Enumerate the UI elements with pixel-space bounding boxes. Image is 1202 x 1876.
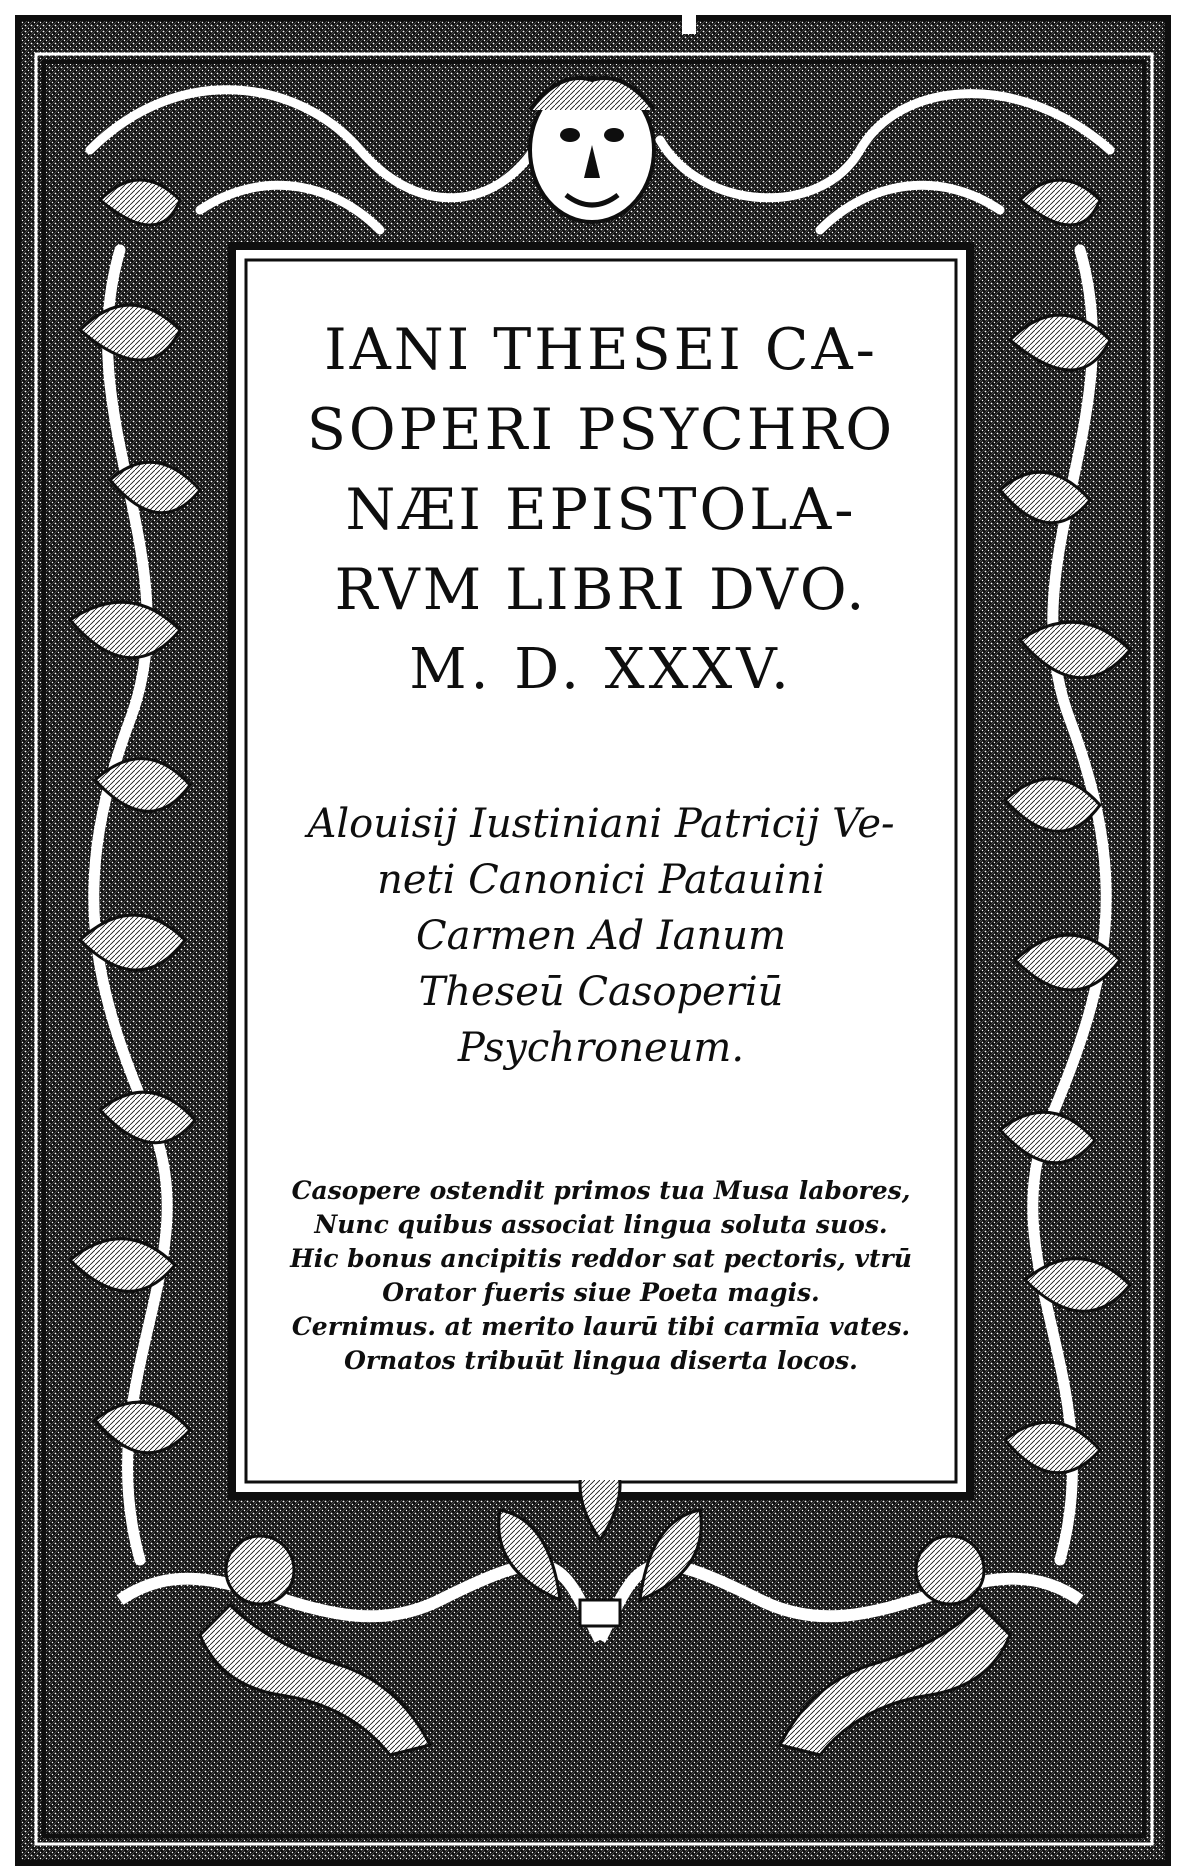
poem-line-1: Casopere ostendit primos tua Musa labores, (291, 1176, 911, 1205)
dedication-line-2: neti Canonici Patauini (377, 857, 825, 903)
poem-line-3: Hic bonus ancipitis reddor sat pectoris, vtrū (290, 1244, 912, 1273)
poem-line-6: Ornatos tribuūt lingua diserta locos. (344, 1346, 858, 1375)
title-line-3: NÆI EPISTOLA- (345, 477, 857, 543)
dedication-line-4: Theseū Casoperiū (418, 969, 784, 1015)
text-panel (248, 262, 954, 1480)
dedication-line-3: Carmen Ad Ianum (416, 913, 786, 959)
publication-date: M. D. XXXV. (409, 637, 793, 702)
title-line-2: SOPERI PSYCHRO (306, 397, 896, 463)
poem-line-5: Cernimus. at merito laurū tibi carmīa vates. (291, 1312, 911, 1341)
title-line-1: IANI THESEI CA- (324, 317, 878, 383)
dedication-heading (248, 796, 954, 1076)
mask-ornament (530, 78, 654, 222)
poem-line-4: Orator fueris siue Poeta magis. (382, 1278, 820, 1307)
dedication-line-1: Alouisij Iustiniani Patricij Ve- (307, 801, 895, 847)
title-line-4: RVM LIBRI DVO. (334, 557, 868, 623)
poem (248, 1174, 954, 1378)
poem-line-2: Nunc quibus associat lingua soluta suos. (314, 1210, 888, 1239)
book-title (248, 310, 954, 710)
dedication-line-5: Psychroneum. (457, 1025, 745, 1071)
